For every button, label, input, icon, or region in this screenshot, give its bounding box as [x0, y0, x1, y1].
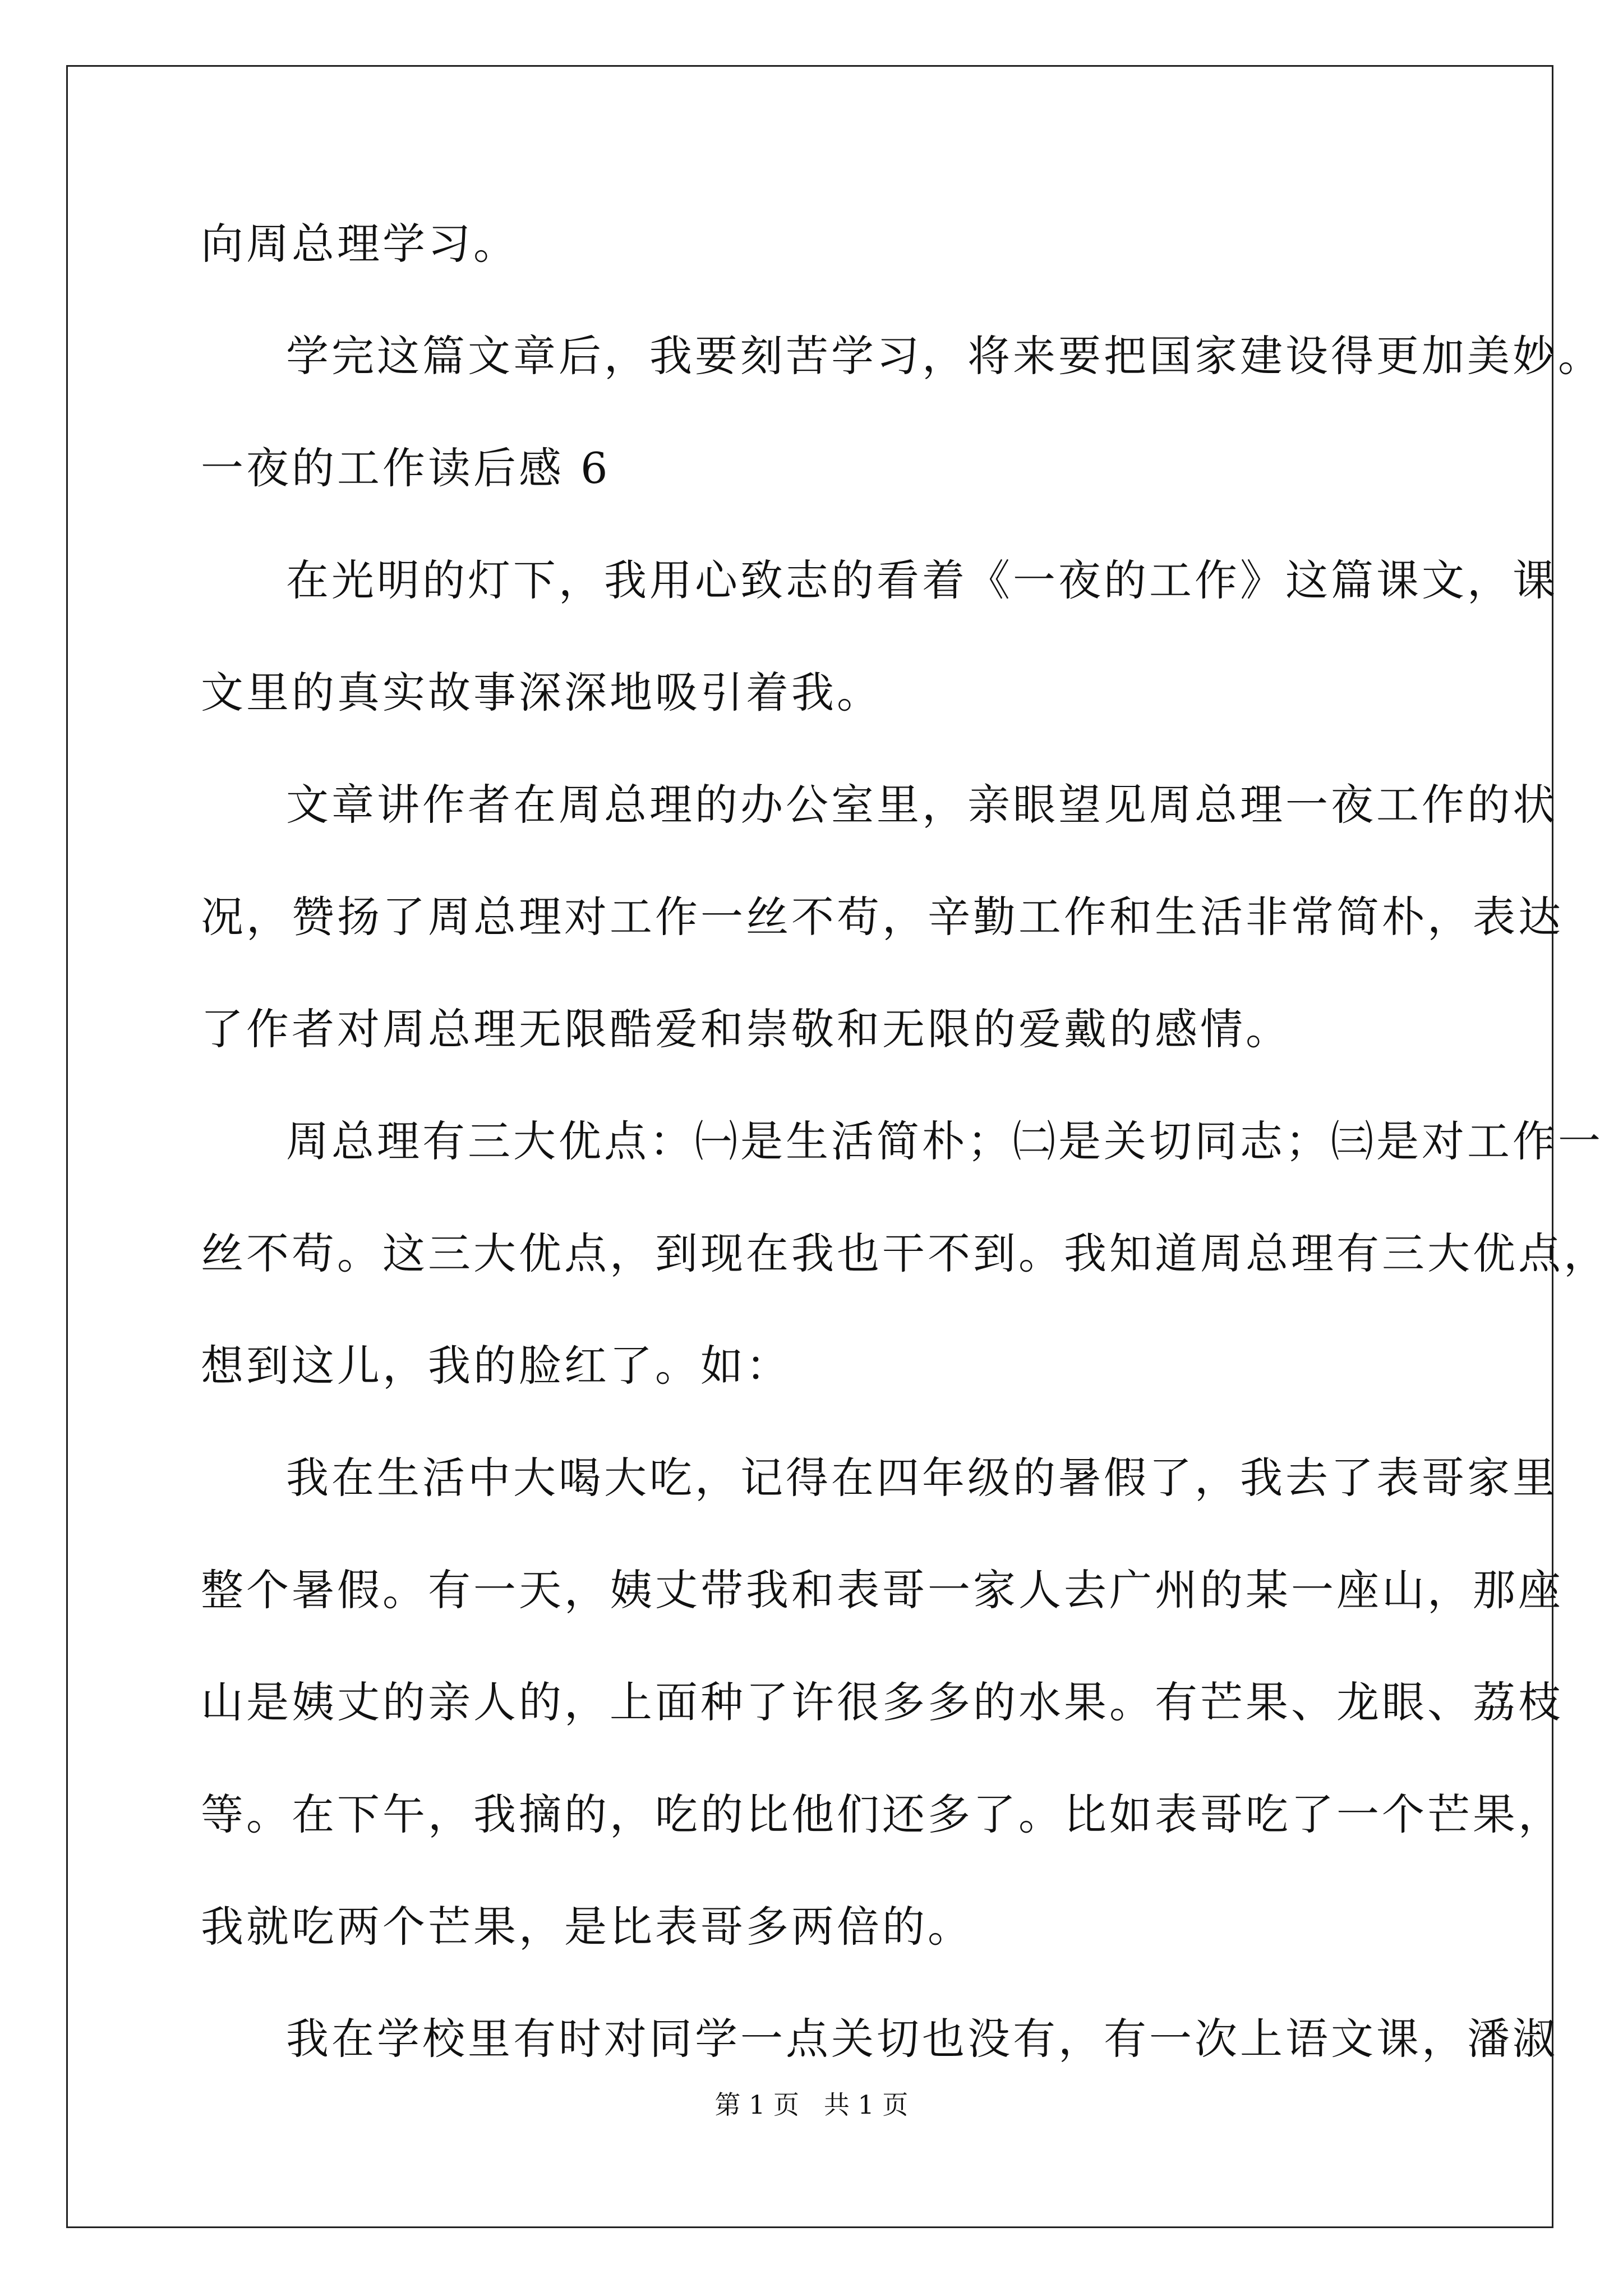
- paragraph-line: 周总理有三大优点：㈠是生活简朴；㈡是关切同志；㈢是对工作一: [286, 1116, 1603, 1166]
- text-line: 等。在下午，我摘的，吃的比他们还多了。比如表哥吃了一个芒果，: [201, 1789, 1564, 1839]
- text-line: 丝不苟。这三大优点，到现在我也干不到。我知道周总理有三大优点，: [201, 1228, 1609, 1278]
- section-heading: 一夜的工作读后感 6: [201, 443, 611, 493]
- text-line: 况，赞扬了周总理对工作一丝不苟，辛勤工作和生活非常简朴，表达: [201, 892, 1564, 942]
- text-line: 山是姨丈的亲人的，上面种了许很多多的水果。有芒果、龙眼、荔枝: [201, 1677, 1564, 1727]
- text-line: 整个暑假。有一天，姨丈带我和表哥一家人去广州的某一座山，那座: [201, 1565, 1564, 1615]
- text-line: 了作者对周总理无限酷爱和崇敬和无限的爱戴的感情。: [201, 1004, 1291, 1054]
- paragraph-line: 我在学校里有时对同学一点关切也没有，有一次上语文课，潘淑: [286, 2014, 1558, 2064]
- text-line: 我就吃两个芒果，是比表哥多两倍的。: [201, 1902, 973, 1952]
- paragraph-line: 在光明的灯下，我用心致志的看着《一夜的工作》这篇课文，课: [286, 555, 1558, 605]
- paragraph-line: 学完这篇文章后，我要刻苦学习，将来要把国家建设得更加美妙。: [286, 331, 1603, 381]
- paragraph-line: 我在生活中大喝大吃，记得在四年级的暑假了，我去了表哥家里: [286, 1453, 1558, 1503]
- text-line: 文里的真实故事深深地吸引着我。: [201, 668, 882, 717]
- paragraph-line: 文章讲作者在周总理的办公室里，亲眼望见周总理一夜工作的状: [286, 780, 1558, 830]
- text-line: 向周总理学习。: [201, 219, 519, 269]
- text-line: 想到这儿，我的脸红了。如：: [201, 1341, 791, 1391]
- page-number: 第 1 页 共 1 页: [714, 2090, 909, 2120]
